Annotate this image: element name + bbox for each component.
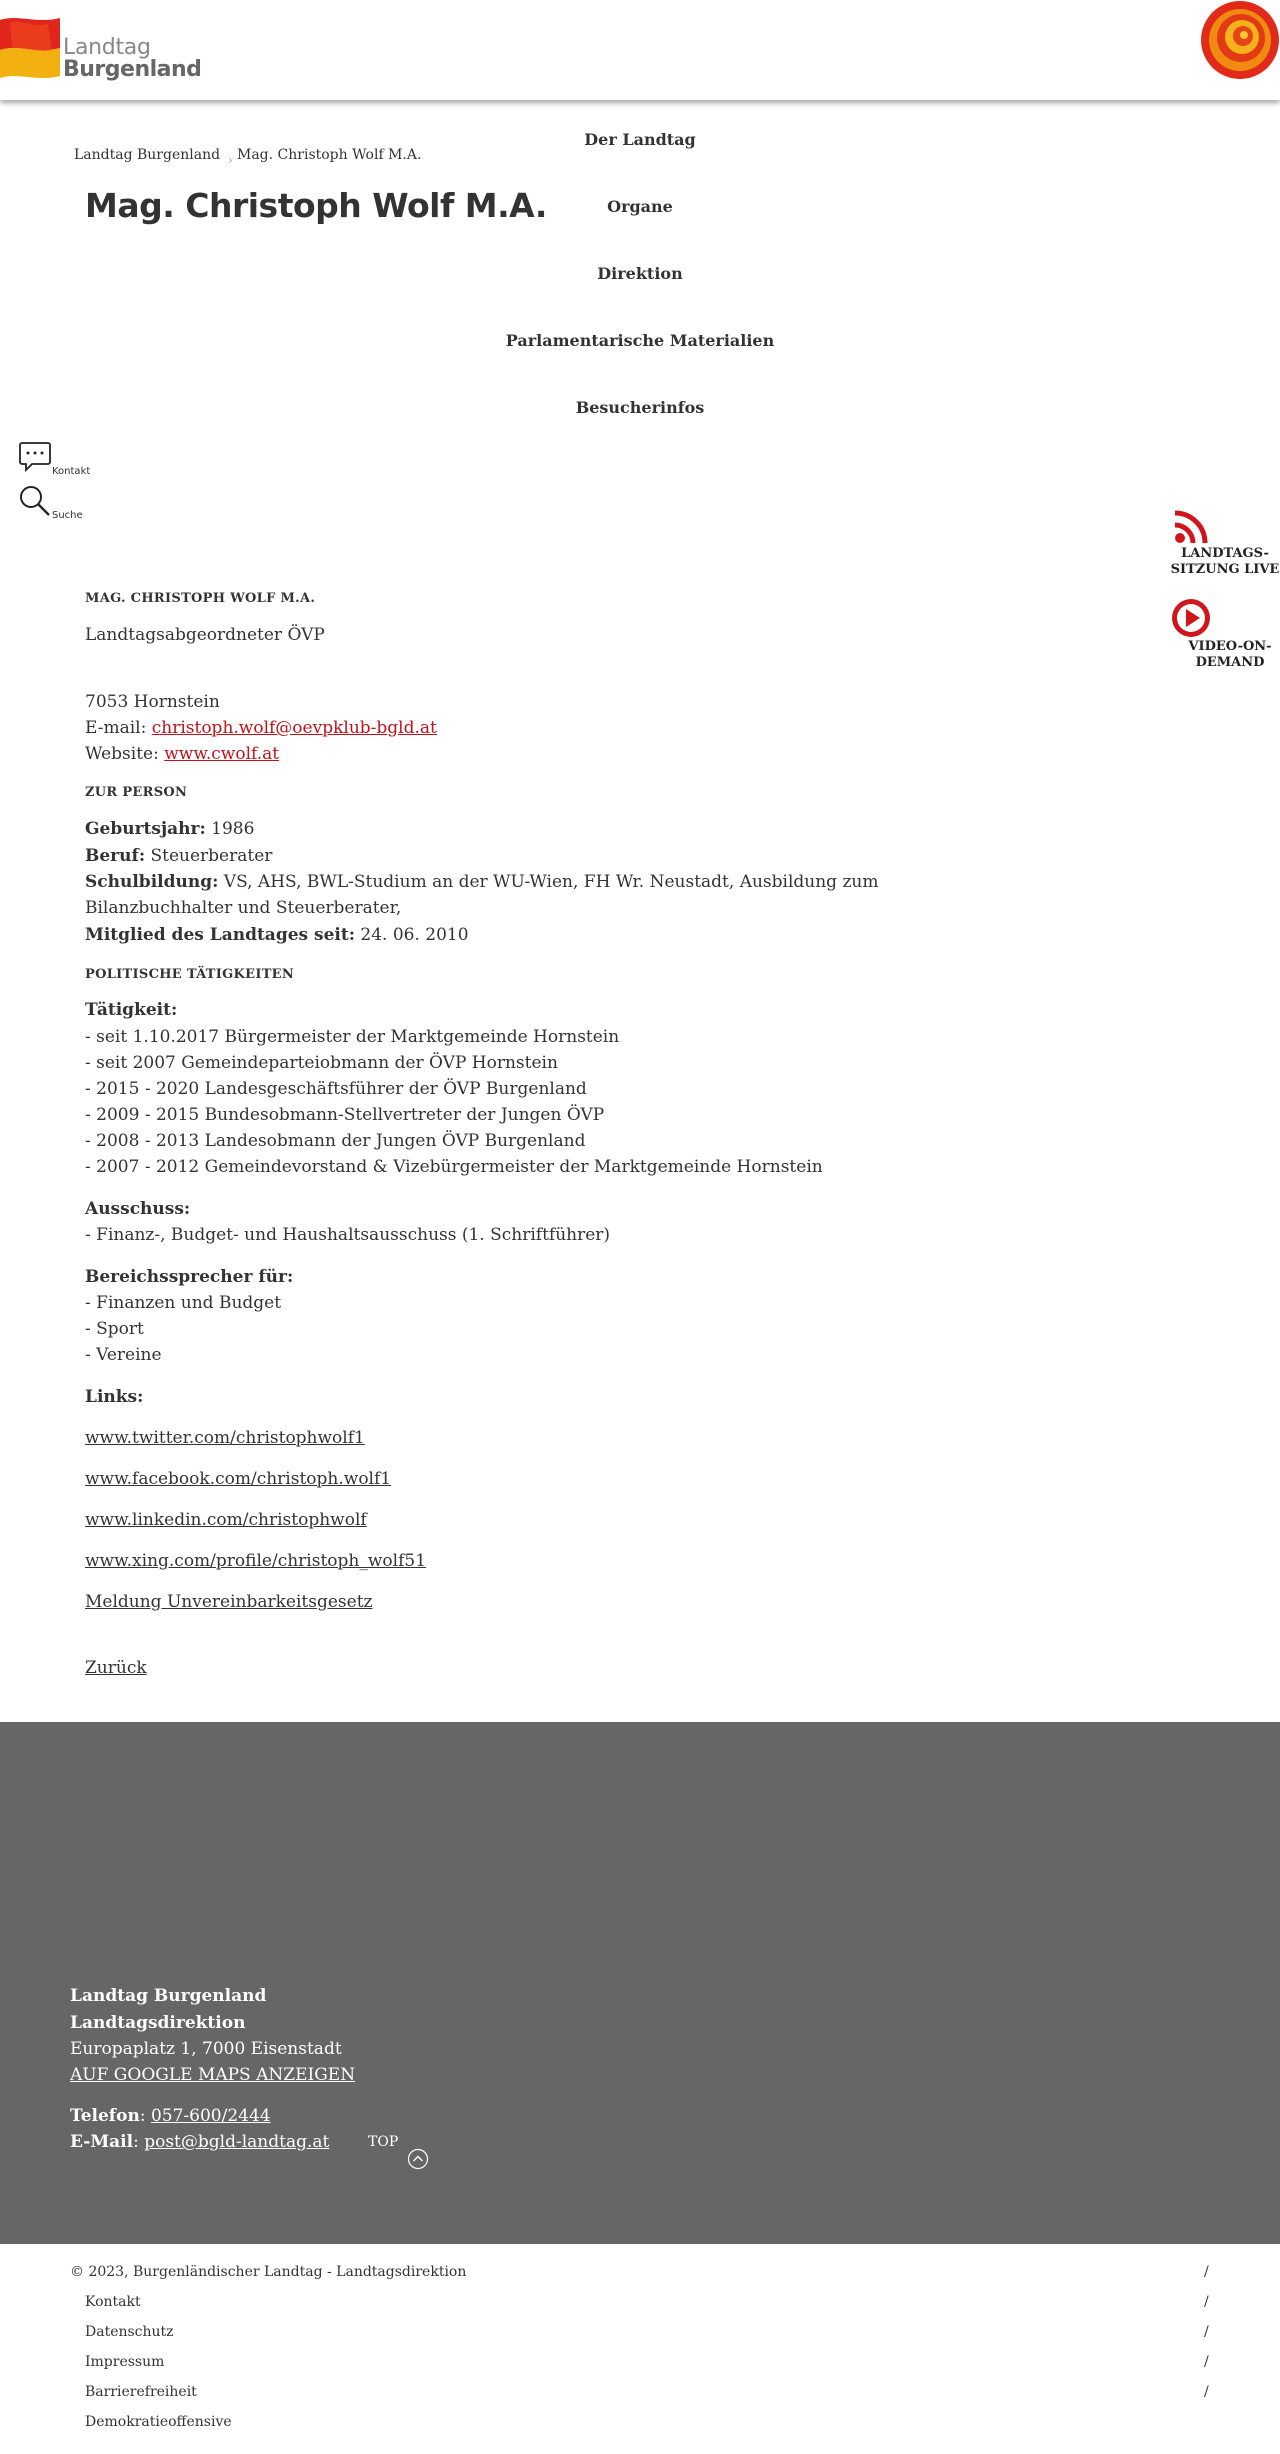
job-value: Steuerberater [150, 846, 273, 866]
bottom-link-barrierefreiheit[interactable]: Barrierefreiheit [85, 2384, 197, 2400]
list-item: - 2007 - 2012 Gemeindevorstand & Vizebürgermeister der Marktgemeinde Hornstein [85, 1157, 823, 1177]
twitter-link[interactable]: www.twitter.com/christophwolf1 [85, 1428, 365, 1448]
chevron-up-circle-icon [407, 2148, 429, 2170]
vod-label-1: VIDEO-ON- [1188, 639, 1272, 654]
bottom-separator: / [1204, 2264, 1209, 2280]
links-label [85, 1387, 143, 1407]
school-value-1: VS, AHS, BWL-Studium an der WU-Wien, FH Wr. Neustadt, Ausbildung zum [223, 872, 879, 892]
list-item: - Finanz-, Budget- und Haushaltsausschuss (1. Schriftführer) [85, 1225, 611, 1245]
member-row [85, 925, 469, 945]
nav-parlamentarische-materialien[interactable]: Parlamentarische Materialien [505, 331, 775, 350]
rss-icon [1173, 505, 1213, 545]
ausschuss-label [85, 1199, 190, 1219]
list-item: - 2015 - 2020 Landesgeschäftsführer der ÖVP Burgenland [85, 1079, 587, 1099]
sprecher-label-text: Bereichssprecher für: [85, 1267, 294, 1287]
person-email-link[interactable]: christoph.wolf@oevpklub-bgld.at [151, 718, 437, 738]
footer-email-row: E-Mail: post@bgld-landtag.at [70, 2132, 330, 2152]
live-label-2: SITZUNG LIVE [1170, 562, 1280, 577]
footer-address: Europaplatz 1, 7000 Eisenstadt [70, 2039, 342, 2059]
nav-organe[interactable]: Organe [607, 197, 673, 216]
site-header [0, 0, 1280, 100]
bottom-separator: / [1204, 2294, 1209, 2310]
footer-email-label: E-Mail [70, 2132, 134, 2152]
list-item: - Sport [85, 1319, 144, 1339]
bottom-separator: / [1204, 2324, 1209, 2340]
emblem-icon[interactable] [1198, 0, 1280, 82]
contact-tool[interactable] [18, 440, 98, 480]
list-item: - seit 2007 Gemeindeparteiobmann der ÖVP Hornstein [85, 1053, 558, 1073]
nav-besucherinfos[interactable]: Besucherinfos [575, 398, 705, 417]
footer-org2: Landtagsdirektion [70, 2013, 246, 2033]
contact-label: Kontakt [52, 466, 91, 477]
list-item: - 2008 - 2013 Landesobmann der Jungen ÖVP Burgenland [85, 1131, 586, 1151]
back-link[interactable]: Zurück [85, 1658, 147, 1678]
unvereinbarkeit-link[interactable]: Meldung Unvereinbarkeitsgesetz [85, 1592, 373, 1612]
list-item: - Vereine [85, 1345, 162, 1365]
person-website-row [85, 744, 279, 764]
school-label: Schulbildung: [85, 872, 219, 892]
school-row-2: Bilanzbuchhalter und Steuerberater, [85, 898, 402, 918]
person-website-link[interactable]: www.cwolf.at [164, 744, 280, 764]
video-on-demand-link[interactable] [1170, 598, 1280, 672]
logo[interactable] [0, 0, 202, 100]
breadcrumb-current: Mag. Christoph Wolf M.A. [237, 147, 422, 163]
search-label: Suche [52, 510, 83, 521]
member-value: 24. 06. 2010 [360, 925, 469, 945]
chat-bubble-icon [18, 440, 52, 474]
logo-line2: Burgenland [63, 57, 202, 82]
sprecher-label [85, 1267, 293, 1287]
person-name-heading: MAG. CHRISTOPH WOLF M.A. [85, 591, 316, 606]
job-label: Beruf: [85, 846, 146, 866]
birth-value: 1986 [211, 819, 255, 839]
job-row [85, 846, 272, 866]
google-maps-link[interactable]: AUF GOOGLE MAPS ANZEIGEN [70, 2065, 356, 2085]
person-city: 7053 Hornstein [85, 692, 220, 712]
xing-link[interactable]: www.xing.com/profile/christoph_wolf51 [85, 1551, 427, 1571]
website-label: Website: [85, 744, 159, 764]
nav-direktion[interactable]: Direktion [597, 264, 683, 283]
bottom-link-impressum[interactable]: Impressum [85, 2354, 165, 2370]
footer [0, 1722, 1280, 2244]
taetigkeit-label [85, 1000, 177, 1020]
list-item: - seit 1.10.2017 Bürgermeister der Marktgemeinde Hornstein [85, 1027, 620, 1047]
links-label-text: Links: [85, 1387, 144, 1407]
breadcrumb-home[interactable]: Landtag Burgenland [74, 147, 221, 163]
birth-label: Geburtsjahr: [85, 819, 206, 839]
top-label: TOP [368, 2134, 399, 2150]
school-row [85, 872, 879, 892]
taetigkeit-label-text: Tätigkeit: [85, 1000, 178, 1020]
phone-label: Telefon [70, 2106, 140, 2126]
birth-row [85, 819, 254, 839]
search-tool[interactable] [18, 484, 98, 524]
list-item: - Finanzen und Budget [85, 1293, 282, 1313]
footer-phone-row: Telefon: 057-600/2444 [70, 2106, 271, 2126]
live-label-1: LANDTAGS- [1181, 546, 1269, 561]
bottom-link-kontakt[interactable]: Kontakt [85, 2294, 141, 2310]
vod-label-2: DEMAND [1195, 655, 1265, 670]
linkedin-link[interactable]: www.linkedin.com/christophwolf [85, 1510, 367, 1530]
email-label: E-mail: [85, 718, 147, 738]
politik-heading: POLITISCHE TÄTIGKEITEN [85, 967, 295, 982]
bottom-link-datenschutz[interactable]: Datenschutz [85, 2324, 174, 2340]
live-session-link[interactable] [1170, 505, 1280, 581]
zur-person-heading: ZUR PERSON [85, 785, 188, 800]
page-title: Mag. Christoph Wolf M.A. [85, 186, 547, 225]
bottom-separator: / [1204, 2354, 1209, 2370]
search-icon [18, 484, 52, 518]
phone-link[interactable]: 057-600/2444 [150, 2106, 271, 2126]
footer-org1: Landtag Burgenland [70, 1986, 267, 2006]
breadcrumb-separator: › [228, 153, 233, 167]
ausschuss-label-text: Ausschuss: [85, 1199, 191, 1219]
bottom-link-demokratieoffensive[interactable]: Demokratieoffensive [85, 2414, 232, 2430]
copyright: © 2023, Burgenländischer Landtag - Landtagsdirektion [70, 2264, 467, 2280]
play-icon [1171, 598, 1211, 638]
nav-der-landtag[interactable]: Der Landtag [584, 130, 696, 149]
facebook-link[interactable]: www.facebook.com/christoph.wolf1 [85, 1469, 392, 1489]
back-to-top[interactable] [368, 2134, 438, 2170]
footer-email-link[interactable]: post@bgld-landtag.at [144, 2132, 330, 2152]
list-item: - 2009 - 2015 Bundesobmann-Stellvertreter der Jungen ÖVP [85, 1105, 605, 1125]
member-label: Mitglied des Landtages seit: [85, 925, 355, 945]
person-role: Landtagsabgeordneter ÖVP [85, 625, 325, 645]
logo-line1: Landtag [63, 35, 151, 60]
flag-icon [0, 14, 62, 80]
bottom-separator: / [1204, 2384, 1209, 2400]
person-email-row [85, 718, 437, 738]
